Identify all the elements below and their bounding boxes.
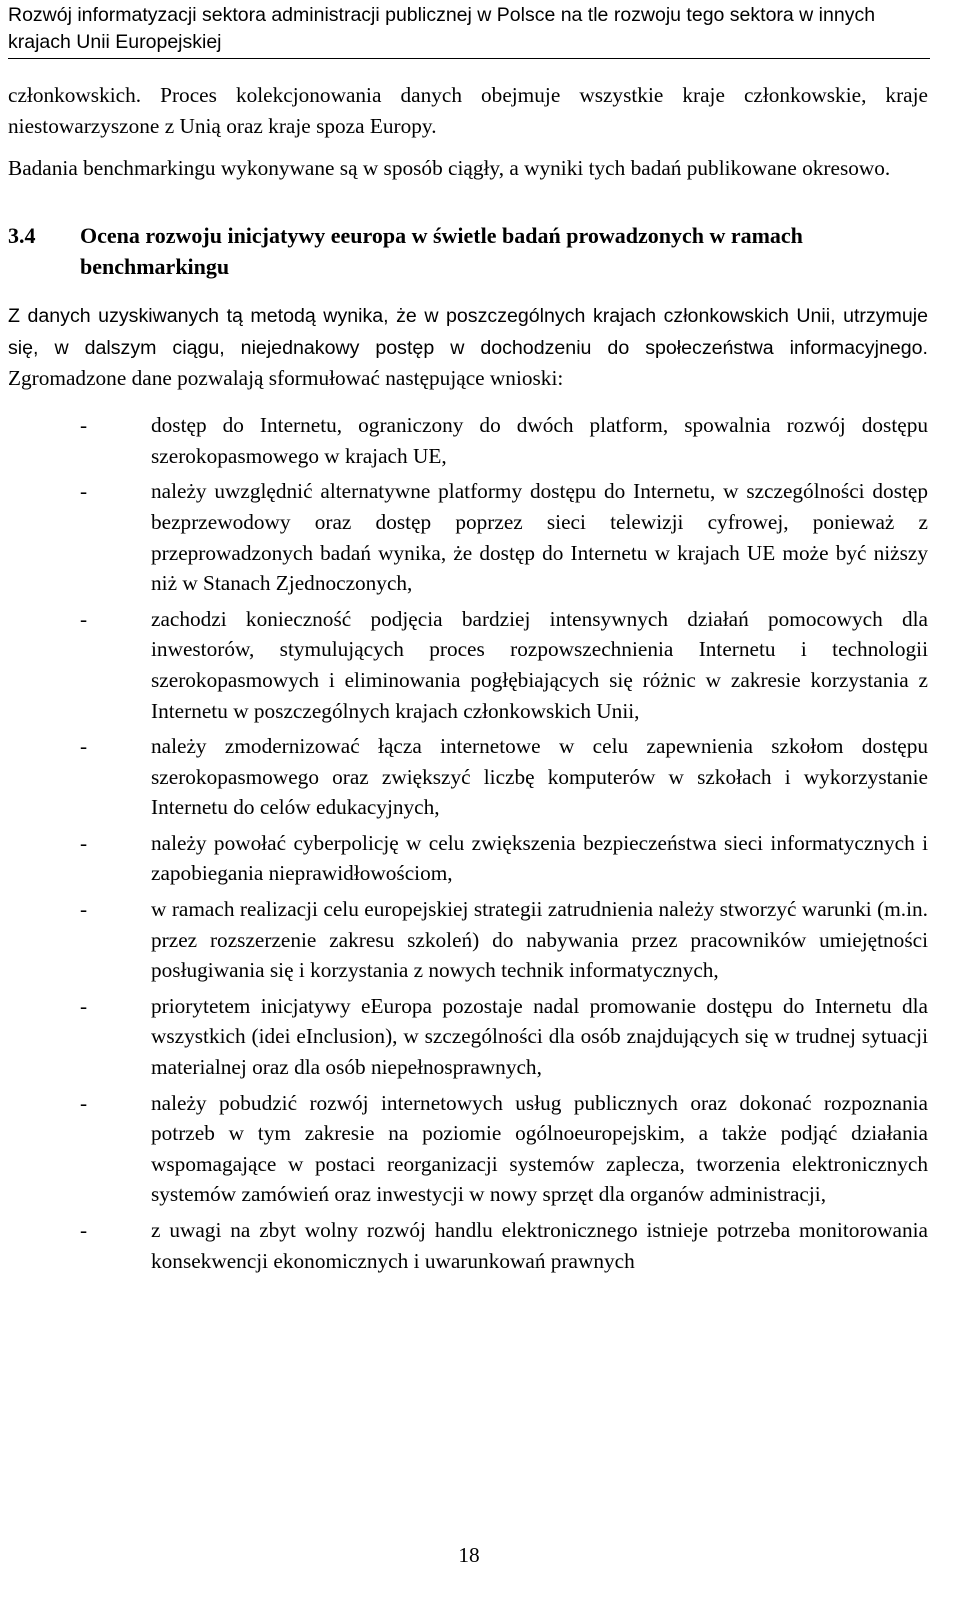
list-item-text: dostęp do Internetu, ograniczony do dwóch platform, spowalnia rozwój dostępu szerokopasmowego w krajach UE,: [151, 413, 928, 468]
bullet-dash: -: [80, 1218, 88, 1243]
bullet-dash: -: [80, 479, 88, 504]
page-body: [8, 80, 928, 1281]
page-number: 18: [458, 1543, 480, 1567]
list-item: [8, 894, 928, 986]
list-item: [8, 1215, 928, 1276]
paragraph-continued: członkowskich. Proces kolekcjonowania danych obejmuje wszystkie kraje członkowskie, kraje niestowarzyszone z Unią oraz kraje spoza Europy.: [8, 83, 928, 138]
list-item-text: w ramach realizacji celu europejskiej strategii zatrudnienia należy stworzyć warunki (m.in. przez rozszerzenie zakresu szkoleń) do nabywania przez pracowników umiejętności posługiwania się i korzystania z nowych technik informatycznych,: [151, 897, 928, 983]
list-item-text: należy powołać cyberpolicję w celu zwiększenia bezpieczeństwa sieci informatycznych i zapobiegania nieprawidłowościom,: [151, 830, 928, 886]
list-item: [8, 828, 928, 889]
section-title: Ocena rozwoju inicjatywy eeuropa w świetle badań prowadzonych w ramach benchmarkingu: [80, 222, 803, 279]
intro-paragraph-part1: Z danych uzyskiwanych tą metodą wynika, że w poszczególnych krajach członkowskich Unii, utrzymuje się, w dalszym ciągu, niejednakowy postęp w dochodzeniu do społeczeństwa informacyjnego.: [8, 304, 928, 359]
list-item-text: priorytetem inicjatywy eEuropa pozostaje nadal promowanie dostępu do Internetu dla wszystkich (idei eInclusion), w szczególności dla osób znajdujących się w trudnej sytuacji materialnej oraz dla osób niepełnosprawnych,: [151, 993, 928, 1080]
list-item-text: zachodzi konieczność podjęcia bardziej intensywnych działań pomocowych dla inwestorów, stymulujących proces rozpowszechnienia Internetu i technologii szerokopasmowych i eliminowania pogłębiających się różnic w zakresie korzystania z Internetu w poszczególnych krajach członkowskich Unii,: [151, 606, 928, 723]
list-item-text: z uwagi na zbyt wolny rozwój handlu elektronicznego istnieje potrzeba monitorowania konsekwencji ekonomicznych i uwarunkowań prawnych: [151, 1218, 928, 1273]
bullet-dash: -: [80, 413, 88, 438]
list-item: [8, 410, 928, 471]
bullet-dash: -: [80, 1090, 88, 1115]
intro-paragraph-part2: Zgromadzone dane pozwalają sformułować następujące wnioski:: [8, 366, 564, 391]
list-item: [8, 991, 928, 1083]
list-item-text: należy pobudzić rozwój internetowych usług publicznych oraz dokonać rozpoznania potrzeb w tym zakresie na poziomie ogólnoeuropejskim, a także podjąć działania wspomagające w postaci reorganizacji systemów zaplecza, tworzenia elektronicznych systemów zamówień oraz inwestycji w nowy sprzęt dla organów administracji,: [151, 1090, 928, 1207]
conclusions-list: [8, 410, 928, 1276]
running-header-title: Rozwój informatyzacji sektora administracji publicznej w Polsce na tle rozwoju tego sektora w innych krajach Unii Europejskiej: [8, 4, 876, 53]
paragraph-benchmarking: Badania benchmarkingu wykonywane są w sposób ciągły, a wyniki tych badań publikowane okresowo.: [8, 156, 891, 181]
section-number: 3.4: [8, 222, 36, 248]
list-item-text: należy zmodernizować łącza internetowe w celu zapewnienia szkołom dostępu szerokopasmowego oraz zwiększyć liczbę komputerów w szkołach i wykorzystanie Internetu do celów edukacyjnych,: [151, 734, 928, 820]
list-item: [8, 1088, 928, 1210]
bullet-dash: -: [80, 993, 88, 1018]
list-item: [8, 604, 928, 726]
section-heading: [8, 220, 928, 282]
list-item-text: należy uwzględnić alternatywne platformy dostępu do Internetu, w szczególności dostęp bezprzewodowy oraz dostęp poprzez sieci telewizji cyfrowej, ponieważ z przeprowadzonych badań wynika, że dostęp do Internetu w krajach UE może być niższy niż w Stanach Zjednoczonych,: [151, 479, 928, 596]
list-item: [8, 476, 928, 598]
bullet-dash: -: [80, 897, 88, 922]
running-header: [8, 2, 930, 59]
intro-paragraph: [8, 301, 928, 395]
list-item: [8, 731, 928, 823]
bullet-dash: -: [80, 606, 88, 631]
bullet-dash: -: [80, 734, 88, 759]
bullet-dash: -: [80, 830, 88, 855]
